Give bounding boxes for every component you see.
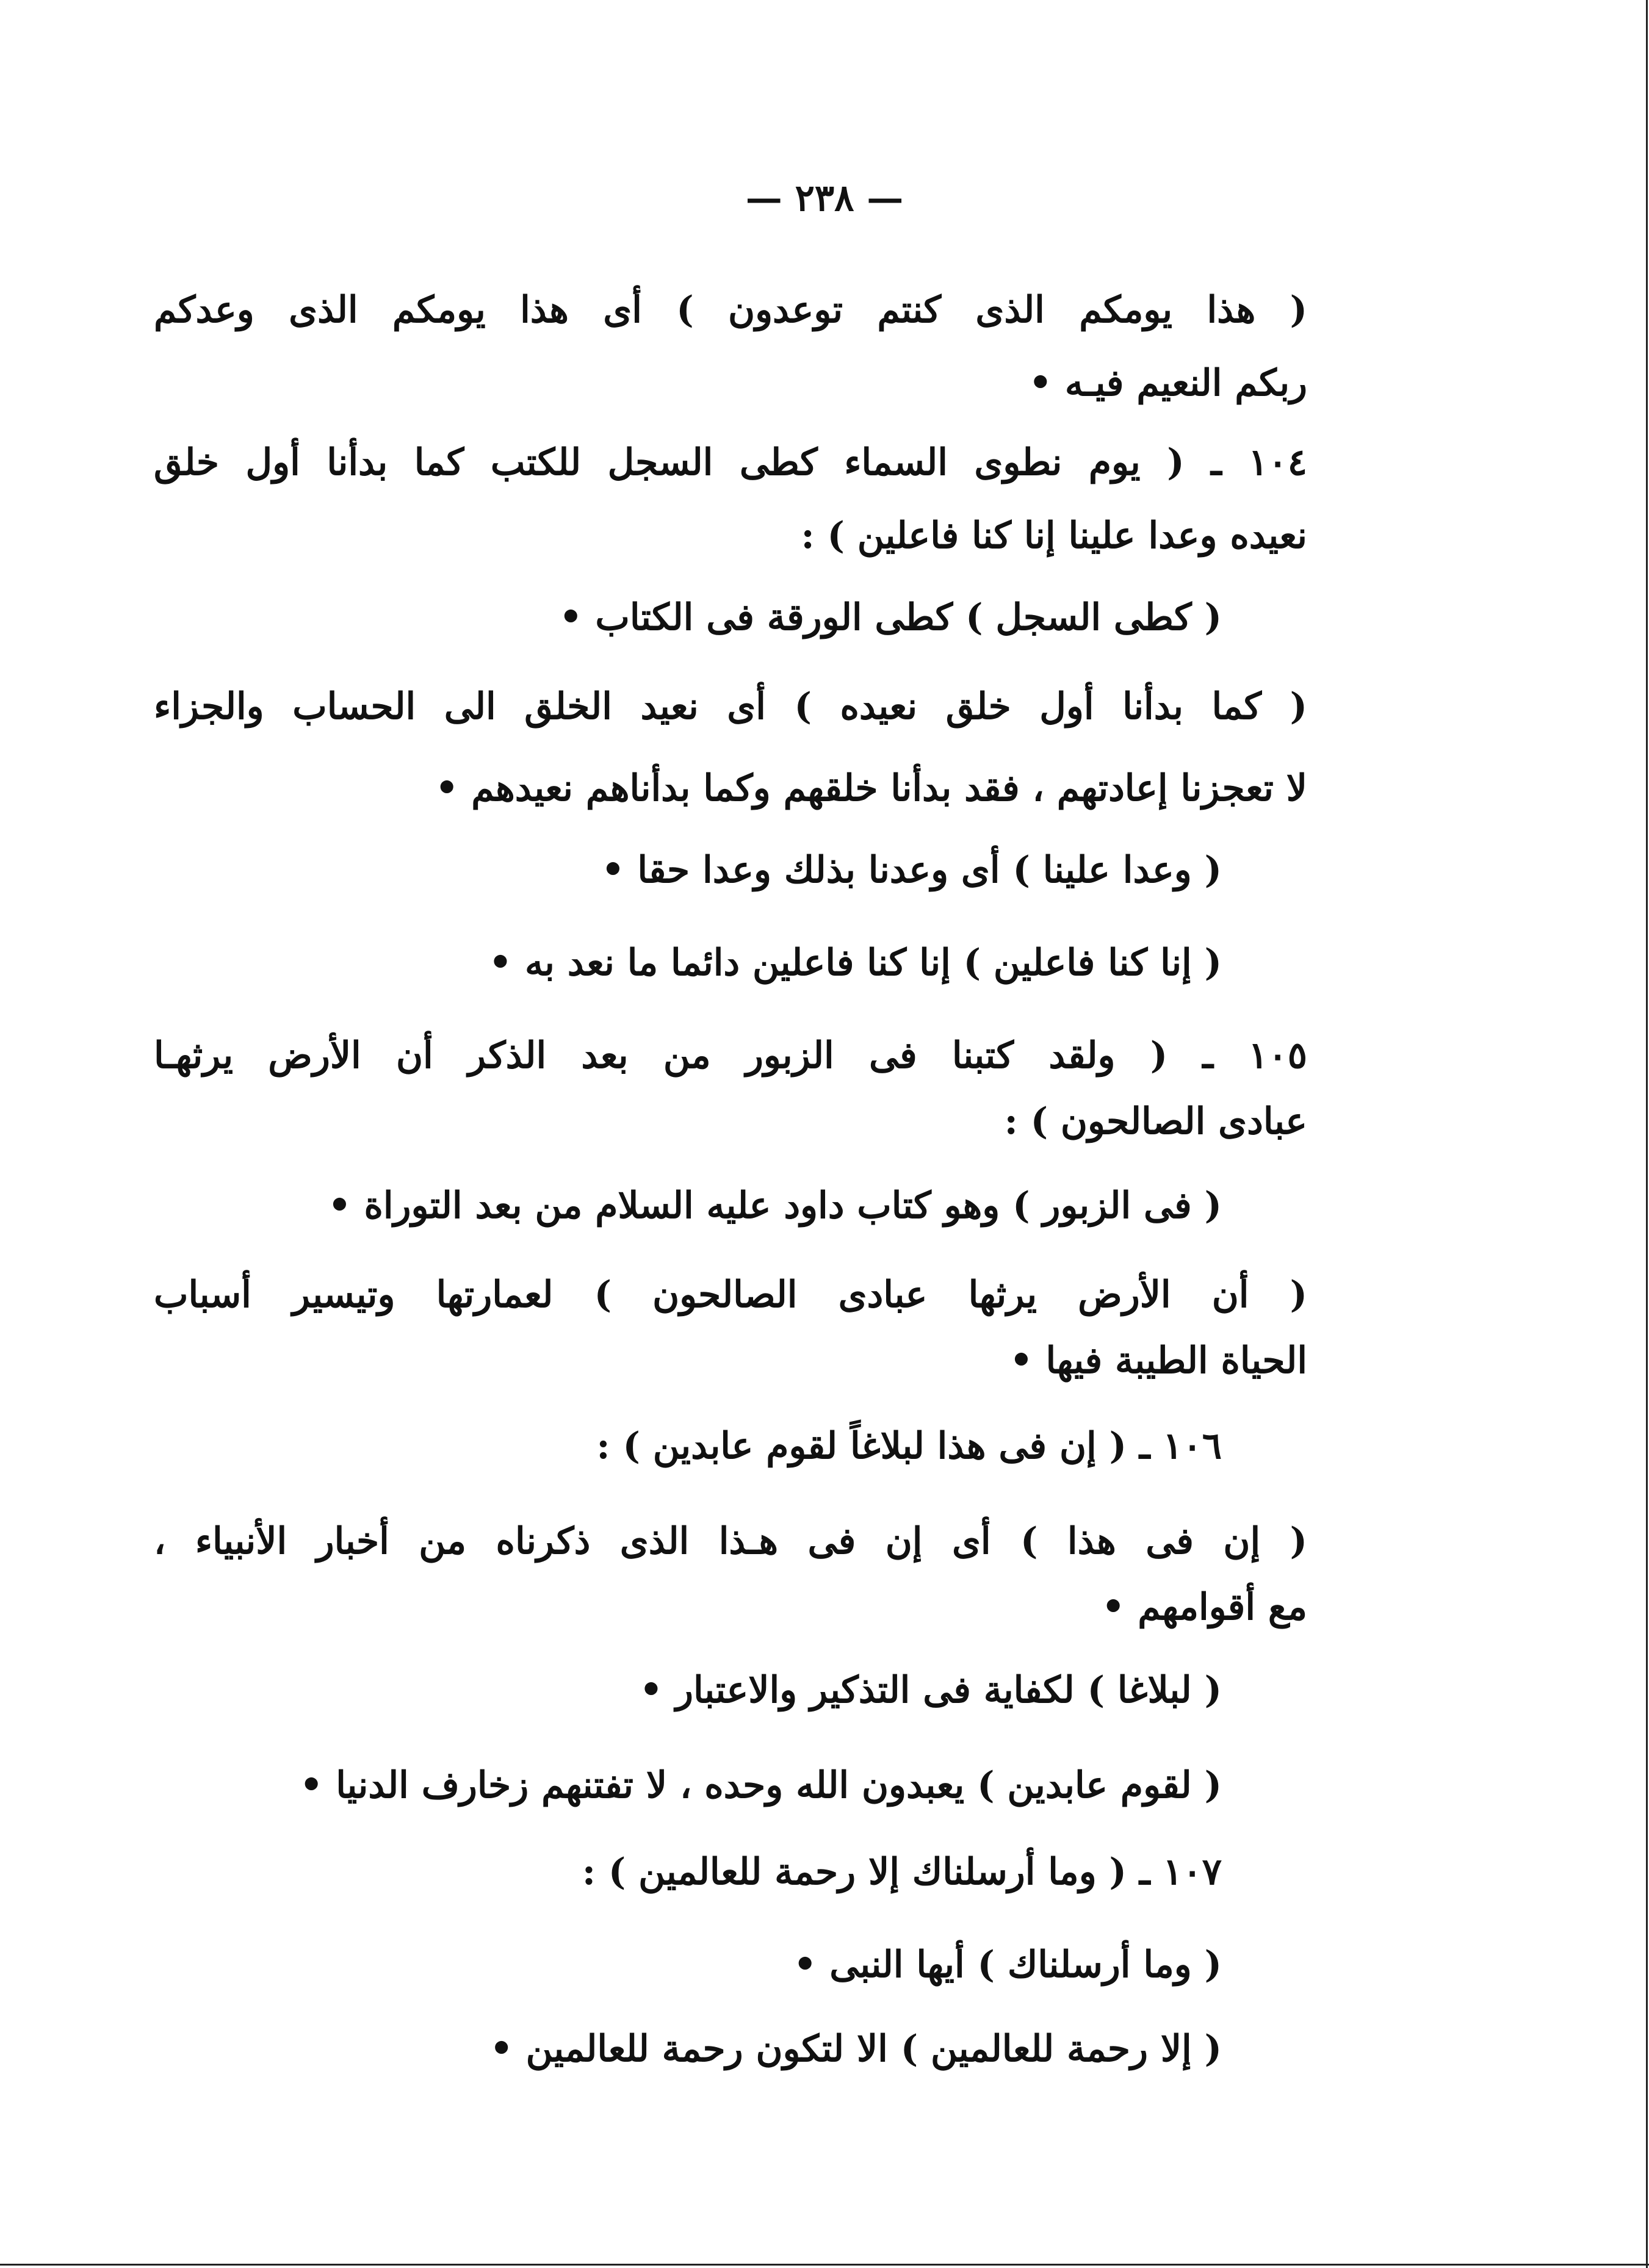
text-line: ( فى الزبور ) وهو كتاب داود عليه السلام من بعد التوراة •: [328, 1184, 1222, 1227]
text-line: ( إلا رحمة للعالمين ) الا لتكون رحمة للعالمين •: [489, 2028, 1222, 2070]
text-line: ( كطى السجل ) كطى الورقة فى الكتاب •: [559, 596, 1222, 639]
verse-106-line: ١٠٦ ـ ( إن فى هذا لبلاغاً لقوم عابدين ) :: [596, 1425, 1222, 1467]
text-line: عبادى الصالحون ) :: [1004, 1100, 1307, 1143]
text-line: ( إن فى هذا ) أى إن فى هـذا الذى ذكرناه من أخبار الأنبياء ،: [154, 1520, 1307, 1563]
text-line: ( هذا يومكم الذى كنتم توعدون ) أى هذا يومكم الذى وعدكم: [154, 289, 1307, 331]
verse-104-line: ١٠٤ ـ ( يوم نطوى السماء كطى السجل للكتب كما بدأنا أول خلق: [154, 441, 1307, 484]
text-line: الحياة الطيبة فيها •: [1009, 1339, 1307, 1382]
page-frame-bottom: [0, 2264, 1649, 2266]
text-line: ( أن الأرض يرثها عبادى الصالحون ) لعمارتها وتيسير أسباب: [154, 1273, 1307, 1316]
text-line: نعيده وعدا علينا إنا كنا فاعلين ) :: [801, 514, 1307, 557]
verse-105-line: ١٠٥ ـ ( ولقد كتبنا فى الزبور من بعد الذكر أن الأرض يرثهـا: [154, 1034, 1307, 1077]
text-line: ( كما بدأنا أول خلق نعيده ) أى نعيد الخلق الى الحساب والجزاء: [154, 685, 1307, 728]
text-line: لا تعجزنا إعادتهم ، فقد بدأنا خلقهم وكما بدأناهم نعيدهم •: [435, 767, 1307, 810]
text-line: ( لبلاغا ) لكفاية فى التذكير والاعتبار •: [639, 1669, 1222, 1712]
text-line: ( وما أرسلناك ) أيها النبى •: [793, 1943, 1222, 1986]
page-frame-right: [1646, 0, 1648, 2268]
text-line: ( إنا كنا فاعلين ) إنا كنا فاعلين دائما ما نعد به •: [488, 941, 1222, 984]
verse-107-line: ١٠٧ ـ ( وما أرسلناك إلا رحمة للعالمين ) :: [582, 1851, 1222, 1893]
text-line: مع أقوامهم •: [1102, 1586, 1307, 1629]
text-line: ( وعدا علينا ) أى وعدنا بذلك وعدا حقا •: [601, 849, 1222, 891]
text-line: ( لقوم عابدين ) يعبدون الله وحده ، لا تفتنهم زخارف الدنيا •: [300, 1764, 1222, 1807]
page-number: — ٢٣٨ —: [745, 177, 904, 220]
text-line: ربكم النعيم فيـه •: [1028, 362, 1307, 405]
